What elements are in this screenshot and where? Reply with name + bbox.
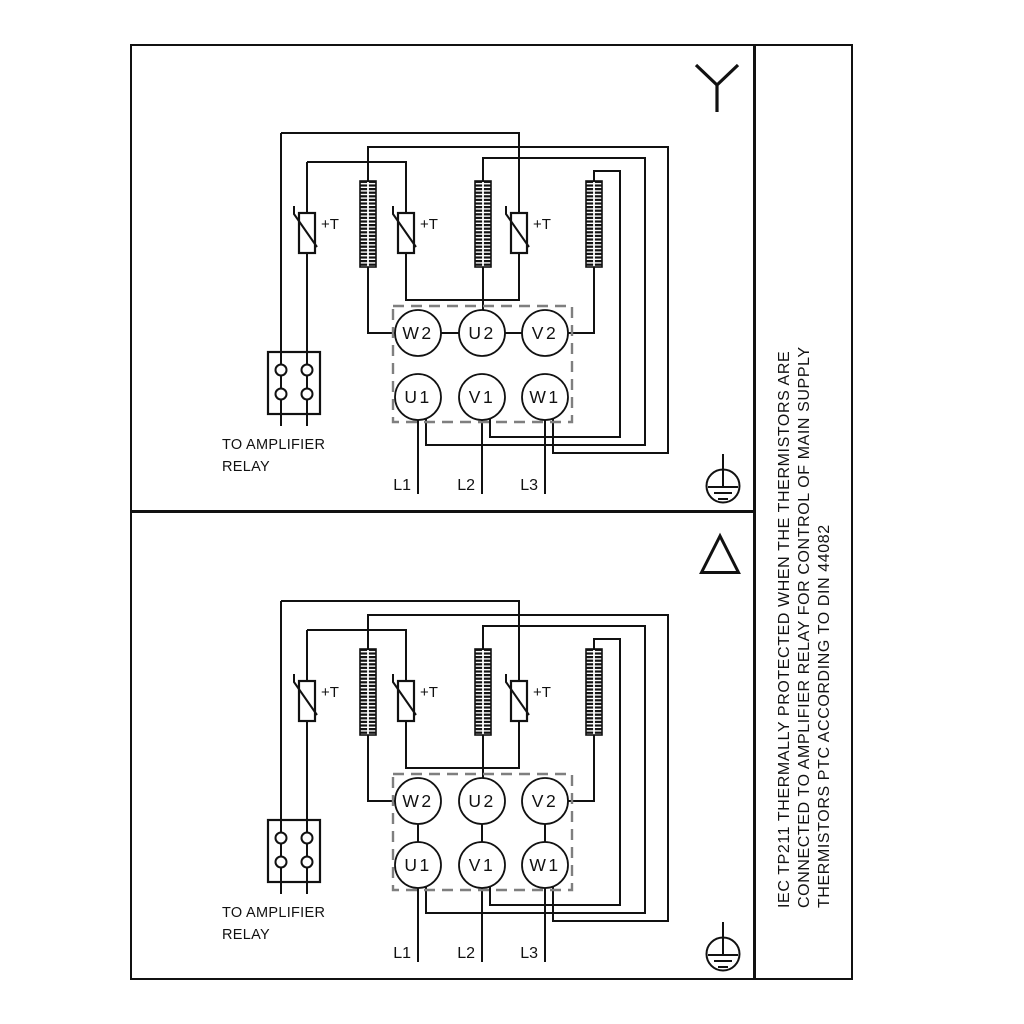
terminal-W1	[522, 374, 568, 420]
terminal-U2	[459, 310, 505, 356]
terminal-V2	[522, 310, 568, 356]
thermistor-label: +T	[420, 216, 438, 233]
terminal-label: V1	[468, 855, 496, 875]
terminal-W1	[522, 842, 568, 888]
earth-ground-icon	[707, 922, 740, 971]
supply-label-L2: L2	[457, 945, 475, 962]
thermistor-2	[393, 206, 438, 253]
connector-pin	[276, 857, 287, 868]
thermistor-1	[294, 674, 339, 721]
thermistor-label: +T	[321, 216, 339, 233]
terminal-label: V2	[531, 323, 559, 343]
connector-box	[268, 352, 320, 414]
terminal-U2	[459, 778, 505, 824]
terminal-label: U2	[468, 791, 496, 811]
relay-caption-line-1: TO AMPLIFIER	[222, 905, 326, 921]
terminal-label: W2	[402, 791, 434, 811]
delta-connection-panel	[130, 512, 755, 980]
amplifier-relay-connector	[222, 820, 325, 943]
supply-label-L1: L1	[393, 945, 411, 962]
terminal-label: U1	[404, 855, 432, 875]
thermistor-3	[506, 674, 551, 721]
wire	[566, 735, 594, 801]
terminal-label: W2	[402, 323, 434, 343]
side-note-line-1: IEC TP211 THERMALLY PROTECTED WHEN THE THERMISTORS ARE	[776, 350, 793, 908]
delta-connection-icon	[702, 536, 739, 573]
wire	[406, 721, 519, 768]
supply-label-L1: L1	[393, 477, 411, 494]
star-connection-icon	[696, 65, 738, 112]
wire	[566, 267, 594, 333]
terminal-W2	[395, 778, 441, 824]
star-connection-panel	[130, 44, 755, 512]
terminal-label: W1	[529, 855, 561, 875]
relay-caption-line-1: TO AMPLIFIER	[222, 437, 326, 453]
terminal-V2	[522, 778, 568, 824]
relay-caption-line-2: RELAY	[222, 927, 270, 943]
thermistor-1	[294, 206, 339, 253]
terminal-label: W1	[529, 387, 561, 407]
wire	[368, 735, 397, 801]
supply-label-L3: L3	[520, 477, 538, 494]
connector-pin	[302, 389, 313, 400]
wire	[368, 267, 397, 333]
connector-pin	[276, 365, 287, 376]
wire	[307, 630, 406, 681]
delta-panel-drawing	[130, 512, 755, 980]
side-note-rotated-block	[757, 44, 853, 980]
side-note-column	[757, 44, 853, 980]
terminal-label: U2	[468, 323, 496, 343]
connector-pin	[302, 833, 313, 844]
panel-divider-horizontal	[130, 510, 755, 513]
connector-pin	[276, 389, 287, 400]
motor-winding-3	[586, 181, 602, 267]
supply-label-L3: L3	[520, 945, 538, 962]
thermistor-label: +T	[533, 216, 551, 233]
motor-winding-1	[360, 649, 376, 735]
side-column-divider	[753, 44, 756, 980]
terminal-V1	[459, 374, 505, 420]
terminal-U1	[395, 374, 441, 420]
thermistor-2	[393, 674, 438, 721]
connector-box	[268, 820, 320, 882]
terminal-label: U1	[404, 387, 432, 407]
connector-pin	[302, 365, 313, 376]
wire	[406, 253, 519, 300]
terminal-V1	[459, 842, 505, 888]
terminal-U1	[395, 842, 441, 888]
thermistor-label: +T	[533, 684, 551, 701]
star-panel-drawing	[130, 44, 755, 512]
amplifier-relay-connector	[222, 352, 325, 475]
thermistor-label: +T	[321, 684, 339, 701]
supply-label-L2: L2	[457, 477, 475, 494]
wire	[307, 162, 406, 213]
motor-winding-1	[360, 181, 376, 267]
thermistor-3	[506, 206, 551, 253]
connector-pin	[276, 833, 287, 844]
earth-ground-icon	[707, 454, 740, 503]
motor-winding-2	[475, 181, 491, 267]
side-note-line-3: THERMISTORS PTC ACCORDING TO DIN 44082	[816, 524, 833, 908]
terminal-label: V2	[531, 791, 559, 811]
connector-pin	[302, 857, 313, 868]
side-note-line-2: CONNECTED TO AMPLIFIER RELAY FOR CONTROL OF MAIN SUPPLY	[796, 346, 813, 908]
terminal-label: V1	[468, 387, 496, 407]
motor-winding-2	[475, 649, 491, 735]
thermistor-label: +T	[420, 684, 438, 701]
terminal-W2	[395, 310, 441, 356]
motor-winding-3	[586, 649, 602, 735]
relay-caption-line-2: RELAY	[222, 459, 270, 475]
